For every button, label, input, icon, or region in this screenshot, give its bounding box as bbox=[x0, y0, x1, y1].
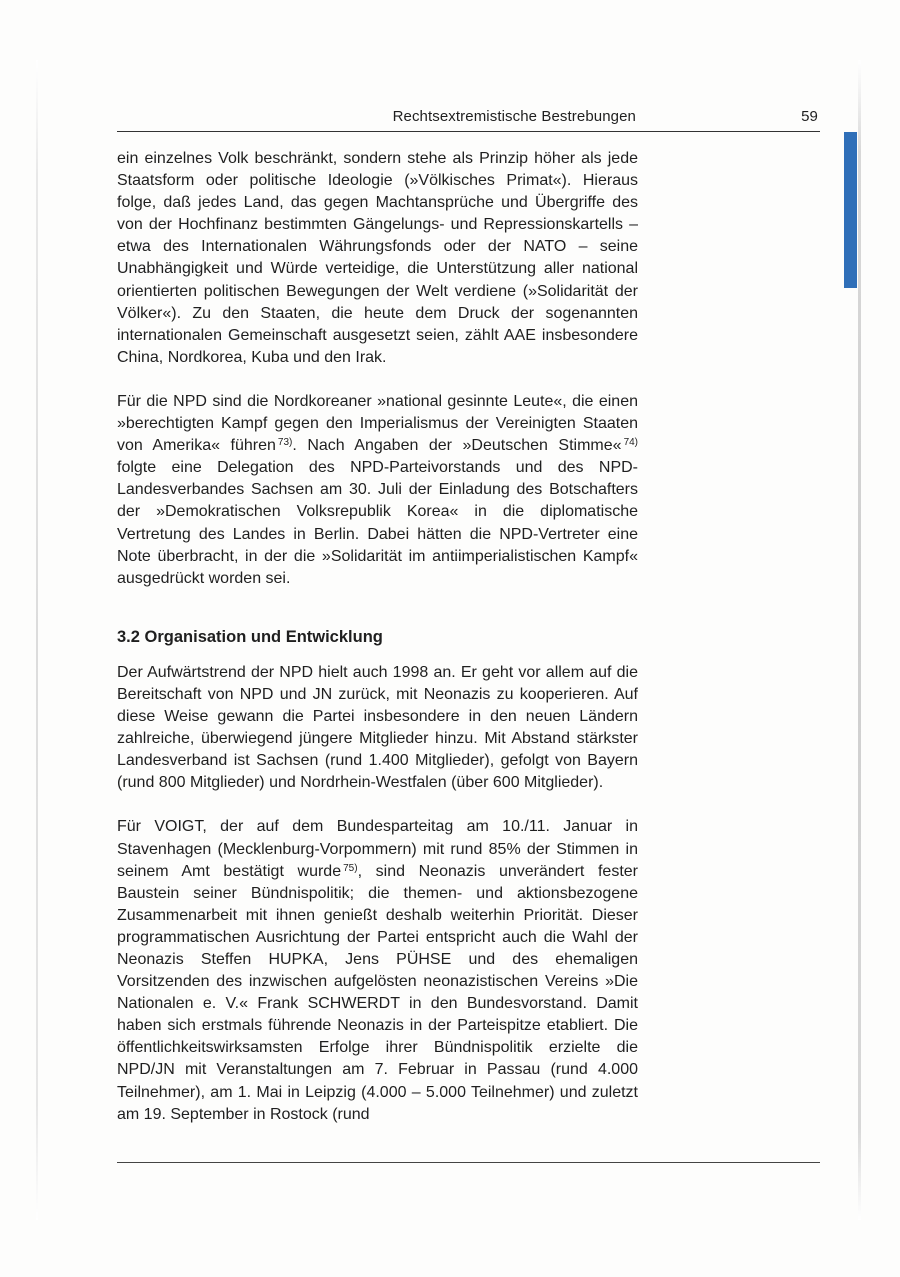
body-text bbox=[117, 148, 638, 1126]
page-left-edge bbox=[36, 60, 38, 1220]
paragraph-4-part-a: Für VOIGT, der auf dem Bundesparteitag am 10./11. Januar in Stavenhagen (Mecklenburg-Vorpommern) mit rund 85% der Stimmen in seinem Amt bestätigt wurde bbox=[117, 818, 638, 880]
paragraph-1: ein einzelnes Volk beschränkt, sondern stehe als Prinzip höher als jede Staatsform oder politische Ideologie (»Völkisches Primat«). Hieraus folge, daß jedes Land, das gegen Machtansprüche und Übergriffe des von der Hochfinanz bestimmten Gängelungs- und Repressionskartells – etwa des Internationalen Währungsfonds oder der NATO – seine Unabhängigkeit und Würde verteidige, die Unterstützung aller national orientierten politischen Bewegungen der Welt verdiene (»Solidarität der Völker«). Zu den Staaten, die heute dem Druck der sogenannten internationalen Gemeinschaft ausgesetzt seien, zählt AAE insbesondere China, Nordkorea, Kuba und den Irak. bbox=[117, 150, 638, 366]
footer-rule bbox=[117, 1162, 820, 1163]
header-rule bbox=[117, 131, 820, 132]
footnote-ref-74: 74) bbox=[623, 437, 639, 449]
page-number: 59 bbox=[801, 108, 818, 125]
footnote-ref-73: 73) bbox=[277, 437, 293, 449]
paragraph-4-part-b: , sind Neonazis unverändert fester Baustein seiner Bündnispolitik; die themen- und aktionsbezogene Zusammenarbeit mit ihnen genießt deshalb weiterhin Priorität. Dieser programmatischen Ausrichtung der Partei entspricht auch die Wahl der Neonazis Steffen HUPKA, Jens PÜHSE und des ehemaligen Vorsitzenden des inzwischen aufgelösten neonazistischen Vereins »Die Nationalen e. V.« Frank SCHWERDT in den Bundesvorstand. Damit haben sich erstmals führende Neonazis in der Parteispitze etabliert. Die öffentlichkeitswirksamsten Erfolge ihrer Bündnispolitik erzielte die NPD/JN mit Veranstaltungen am 7. Februar in Passau (rund 4.000 Teilnehmer), am 1. Mai in Leipzig (4.000 – 5.000 Teilnehmer) und zuletzt am 19. September in Rostock (rund bbox=[117, 862, 638, 1123]
paragraph-2-part-c: folgte eine Delegation des NPD-Parteivorstands und des NPD-Landesverbandes Sachsen am 30. Juli der Einladung des Botschafters der »Demokratischen Volksrepublik Korea« in die diplomatische Vertretung des Landes in Berlin. Dabei hätten die NPD-Vertreter eine Note überbracht, in der die »Solidarität im antiimperialistischen Kampf« ausgedrückt worden sei. bbox=[117, 459, 638, 587]
running-header bbox=[117, 104, 820, 130]
section-heading: 3.2 Organisation und Entwicklung bbox=[117, 627, 383, 646]
paragraph-4 bbox=[117, 816, 638, 1125]
paragraph-2 bbox=[117, 391, 638, 590]
paragraph-3: Der Aufwärtstrend der NPD hielt auch 1998 an. Er geht vor allem auf die Bereitschaft von NPD und JN zurück, mit Neonazis zu kooperieren. Auf diese Weise gewann die Partei insbesondere in den neuen Ländern zahlreiche, überwiegend jüngere Mitglieder hinzu. Mit Abstand stärkster Landesverband ist Sachsen (rund 1.400 Mitglieder), gefolgt von Bayern (rund 800 Mitglieder) und Nordrhein-Westfalen (über 600 Mitglieder). bbox=[117, 663, 638, 792]
paragraph-2-part-a: Für die NPD sind die Nordkoreaner »national gesinnte Leute«, die einen »berechtigten Kampf gegen den Imperialismus der Vereinigten Staaten von Amerika« führen bbox=[117, 392, 638, 455]
running-title: Rechtsextremistische Bestrebungen bbox=[392, 108, 636, 125]
page-right-edge bbox=[858, 60, 861, 1220]
footnote-ref-75: 75) bbox=[343, 862, 358, 874]
chapter-thumb-tab bbox=[844, 132, 857, 288]
paragraph-2-part-b: . Nach Angaben der »Deutschen Stimme« bbox=[292, 437, 622, 455]
